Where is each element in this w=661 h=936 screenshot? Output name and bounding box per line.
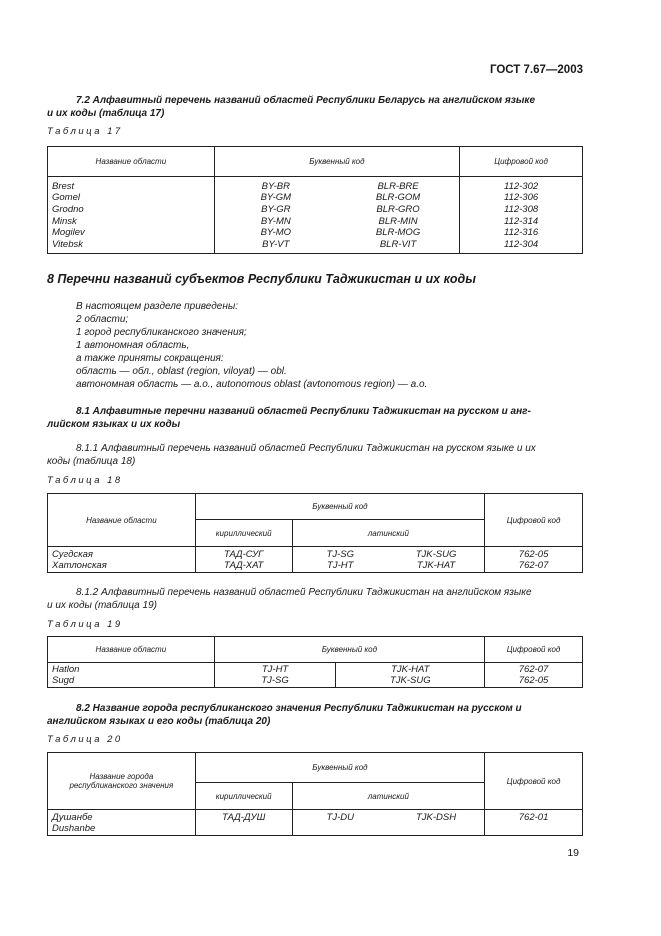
t19-header-digital: Цифровой код (485, 637, 583, 663)
t18-header-name: Название области (48, 494, 196, 547)
section-8-1-title-line1: 8.1 Алфавитные перечни названий областей Республики Таджикистан на русском и анг- (76, 406, 531, 417)
section-8-intro-line: В настоящем разделе приведены: (76, 301, 238, 312)
section-8-1-2-line1: 8.1.2 Алфавитный перечень названий областей Республики Таджикистан на английском языке (76, 587, 532, 598)
t20-header-name (48, 753, 196, 810)
section-7-2-title-line1: 7.2 Алфавитный перечень названий областей Республики Беларусь на английском языке (76, 95, 536, 106)
section-8-1-1-line2: коды (таблица 18) (47, 456, 136, 467)
city-name-en: Dushanbe (52, 823, 96, 835)
table-18 (47, 493, 583, 573)
city-name-ru: Душанбе (52, 811, 93, 823)
section-8-intro-line: 1 город республиканского значения; (76, 327, 247, 338)
table-row: Brest BY-BR BLR-BRE 112-302 (48, 181, 583, 193)
table-19 (47, 636, 583, 688)
t17-header-name: Название области (48, 147, 215, 177)
table-row: Mogilev BY-MO BLR-MOG 112-316 (48, 227, 583, 239)
table-row: Grodno BY-GR BLR-GRO 112-308 (48, 204, 583, 216)
section-8-1-1-line1: 8.1.1 Алфавитный перечень названий областей Республики Таджикистан на русском языке и их (76, 443, 536, 454)
table-row: Душанбе Dushanbe ТАД-ДУШ TJ-DU TJK-DSH 762-01 (48, 812, 583, 836)
section-8-1-2-line2: и их коды (таблица 19) (47, 600, 157, 611)
section-8-title: 8 Перечни названий субъектов Республики Таджикистан и их коды (47, 272, 476, 286)
table-row: Sugd TJ-SG TJK-SUG 762-05 (48, 675, 583, 687)
section-8-intro-line: 1 автономная область, (76, 340, 190, 351)
t18-header-cyrillic: кириллический (195, 520, 292, 547)
table-row: Хатлонская ТАД-ХАТ TJ-HT TJK-HAT 762-07 (48, 560, 583, 572)
t19-header-letter: Буквенный код (214, 637, 484, 663)
t20-header-letter: Буквенный код (195, 753, 484, 783)
table-row: Hatlon TJ-HT TJK-HAT 762-07 (48, 664, 583, 676)
t18-header-letter: Буквенный код (195, 494, 484, 520)
table-17 (47, 146, 583, 254)
standard-header: ГОСТ 7.67—2003 (489, 64, 583, 76)
t18-header-digital: Цифровой код (485, 494, 583, 547)
section-8-intro-line: область — обл., oblast (region, viloyat) — obl. (76, 366, 287, 377)
table-18-caption: Таблица 18 (47, 475, 123, 486)
table-row: Gomel BY-GM BLR-GOM 112-306 (48, 192, 583, 204)
t20-header-name-line2: республиканского значения (69, 781, 174, 790)
section-8-2-title-line1: 8.2 Название города республиканского значения Республики Таджикистан на русском и (76, 703, 522, 714)
table-20 (47, 752, 583, 836)
section-8-2-title-line2: английском языках и его коды (таблица 20) (47, 716, 271, 727)
t18-header-latin: латинский (292, 520, 485, 547)
t20-header-name-line1: Название города (89, 772, 154, 781)
t20-header-latin: латинский (292, 783, 485, 810)
section-8-intro-line: а также приняты сокращения: (76, 353, 224, 364)
t20-header-digital: Цифровой код (485, 753, 583, 810)
section-7-2-title-line2: и их коды (таблица 17) (47, 108, 165, 119)
table-20-caption: Таблица 20 (47, 734, 123, 745)
table-17-caption: Таблица 17 (47, 126, 123, 137)
t20-header-cyrillic: кириллический (195, 783, 292, 810)
table-row: Сугдская ТАД-СУГ TJ-SG TJK-SUG 762-05 (48, 549, 583, 561)
table-19-caption: Таблица 19 (47, 619, 123, 630)
t19-header-name: Название области (48, 637, 215, 663)
table-row: Minsk BY-MN BLR-MIN 112-314 (48, 216, 583, 228)
t17-header-letter: Буквенный код (214, 147, 459, 177)
table-row: Vitebsk BY-VT BLR-VIT 112-304 (48, 239, 583, 251)
section-8-1-title-line2: лийском языках и их коды (47, 419, 181, 430)
section-8-intro-line: 2 области; (76, 314, 129, 325)
section-8-intro-line: автономная область — а.о., autonomous oblast (avtonomous region) — a.o. (76, 379, 428, 390)
page-number: 19 (567, 847, 579, 859)
t17-header-digital: Цифровой код (460, 147, 583, 177)
